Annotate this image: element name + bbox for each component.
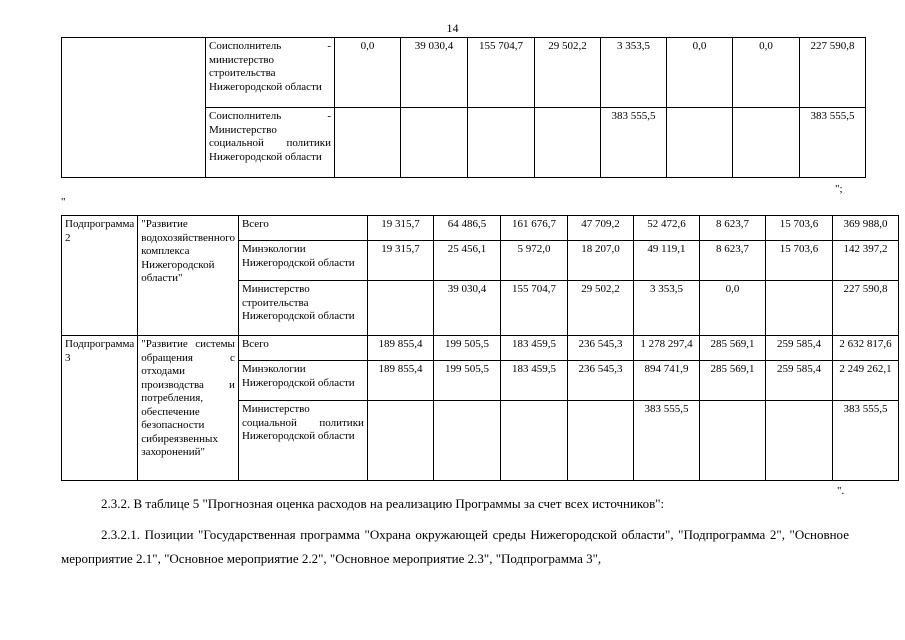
- table-row: [62, 38, 866, 108]
- value-cell: 259 585,4: [765, 361, 832, 401]
- value-cell: 39 030,4: [433, 281, 500, 336]
- value-cell: 15 703,6: [765, 216, 832, 241]
- value-cell: 19 315,7: [367, 241, 433, 281]
- value-cell: 383 555,5: [601, 108, 667, 178]
- value-cell: 227 590,8: [800, 38, 866, 108]
- value-cell: 259 585,4: [765, 336, 832, 361]
- row-label: Соисполнитель - Министерство социальной политики Нижегородской области: [206, 108, 335, 178]
- value-cell: [699, 401, 765, 481]
- value-cell: 64 486,5: [433, 216, 500, 241]
- value-cell: 8 623,7: [699, 216, 765, 241]
- value-cell: 3 353,5: [601, 38, 667, 108]
- value-cell: 369 988,0: [832, 216, 898, 241]
- value-cell: 0,0: [335, 38, 401, 108]
- value-cell: 0,0: [667, 38, 733, 108]
- value-cell: 0,0: [733, 38, 800, 108]
- value-cell: 383 555,5: [832, 401, 898, 481]
- value-cell: 52 472,6: [633, 216, 699, 241]
- paragraph-text: 2.3.2. В таблице 5 "Прогнозная оценка расходов на реализацию Программы за счет всех источников":: [101, 496, 665, 511]
- value-cell: [667, 108, 733, 178]
- value-cell: [367, 401, 433, 481]
- value-cell: [765, 401, 832, 481]
- value-cell: [401, 108, 468, 178]
- row-label: Соисполнитель - министерство строительства Нижегородской области: [206, 38, 335, 108]
- paragraph: [61, 492, 849, 516]
- table-row: [62, 216, 899, 241]
- value-cell: 183 459,5: [500, 361, 567, 401]
- value-cell: 2 249 262,1: [832, 361, 898, 401]
- row-label: Министерство строительства Нижегородской области: [238, 281, 367, 336]
- value-cell: 183 459,5: [500, 336, 567, 361]
- value-cell: 199 505,5: [433, 336, 500, 361]
- value-cell: [367, 281, 433, 336]
- value-cell: 199 505,5: [433, 361, 500, 401]
- subprogram-code: Подпрограмма 2: [62, 216, 138, 336]
- value-cell: 47 709,2: [567, 216, 633, 241]
- value-cell: [535, 108, 601, 178]
- value-cell: [468, 108, 535, 178]
- value-cell: 236 545,3: [567, 336, 633, 361]
- value-cell: 142 397,2: [832, 241, 898, 281]
- closing-quote: ".: [837, 485, 845, 497]
- value-cell: 49 119,1: [633, 241, 699, 281]
- value-cell: 894 741,9: [633, 361, 699, 401]
- value-cell: 155 704,7: [500, 281, 567, 336]
- value-cell: 3 353,5: [633, 281, 699, 336]
- table-top-continuation: [61, 37, 866, 178]
- value-cell: 5 972,0: [500, 241, 567, 281]
- value-cell: 227 590,8: [832, 281, 898, 336]
- value-cell: 25 456,1: [433, 241, 500, 281]
- subprogram-name: "Развитие водохозяйственного комплекса Нижегородской области": [138, 216, 239, 336]
- value-cell: 8 623,7: [699, 241, 765, 281]
- value-cell: 189 855,4: [367, 336, 433, 361]
- empty-cell: [62, 38, 206, 178]
- value-cell: 29 502,2: [535, 38, 601, 108]
- row-label: Министерство социальной политики Нижегородской области: [238, 401, 367, 481]
- value-cell: 383 555,5: [633, 401, 699, 481]
- row-label: Всего: [238, 336, 367, 361]
- table-row: [62, 336, 899, 361]
- value-cell: 19 315,7: [367, 216, 433, 241]
- value-cell: 155 704,7: [468, 38, 535, 108]
- closing-quote: ";: [835, 183, 843, 195]
- page-number: 14: [446, 21, 459, 35]
- row-label: Минэкологии Нижегородской области: [238, 241, 367, 281]
- value-cell: [765, 281, 832, 336]
- value-cell: 0,0: [699, 281, 765, 336]
- value-cell: 39 030,4: [401, 38, 468, 108]
- value-cell: 161 676,7: [500, 216, 567, 241]
- row-label: Минэкологии Нижегородской области: [238, 361, 367, 401]
- value-cell: [733, 108, 800, 178]
- value-cell: 1 278 297,4: [633, 336, 699, 361]
- paragraph: [61, 523, 849, 571]
- value-cell: 18 207,0: [567, 241, 633, 281]
- value-cell: [335, 108, 401, 178]
- value-cell: 285 569,1: [699, 336, 765, 361]
- value-cell: 285 569,1: [699, 361, 765, 401]
- value-cell: 383 555,5: [800, 108, 866, 178]
- value-cell: 236 545,3: [567, 361, 633, 401]
- subprogram-code: Подпрограмма 3: [62, 336, 138, 481]
- subprogram-name: "Развитие системы обращения с отходами производства и потребления, обеспечение безопасности сибиреязвенных захоронений": [138, 336, 239, 481]
- value-cell: 2 632 817,6: [832, 336, 898, 361]
- value-cell: 29 502,2: [567, 281, 633, 336]
- value-cell: 15 703,6: [765, 241, 832, 281]
- value-cell: [433, 401, 500, 481]
- paragraph-text: 2.3.2.1. Позиции "Государственная программа "Охрана окружающей среды Нижегородской области", "Подпрограмма 2", "Основное мероприятие 2.1", "Основное мероприятие 2.2", "Основное мероприятие 2.3", "Подпрограмма 3",: [61, 527, 849, 566]
- row-label: Всего: [238, 216, 367, 241]
- table-subprograms: [61, 215, 899, 481]
- value-cell: [500, 401, 567, 481]
- opening-quote: ": [61, 196, 66, 208]
- value-cell: 189 855,4: [367, 361, 433, 401]
- value-cell: [567, 401, 633, 481]
